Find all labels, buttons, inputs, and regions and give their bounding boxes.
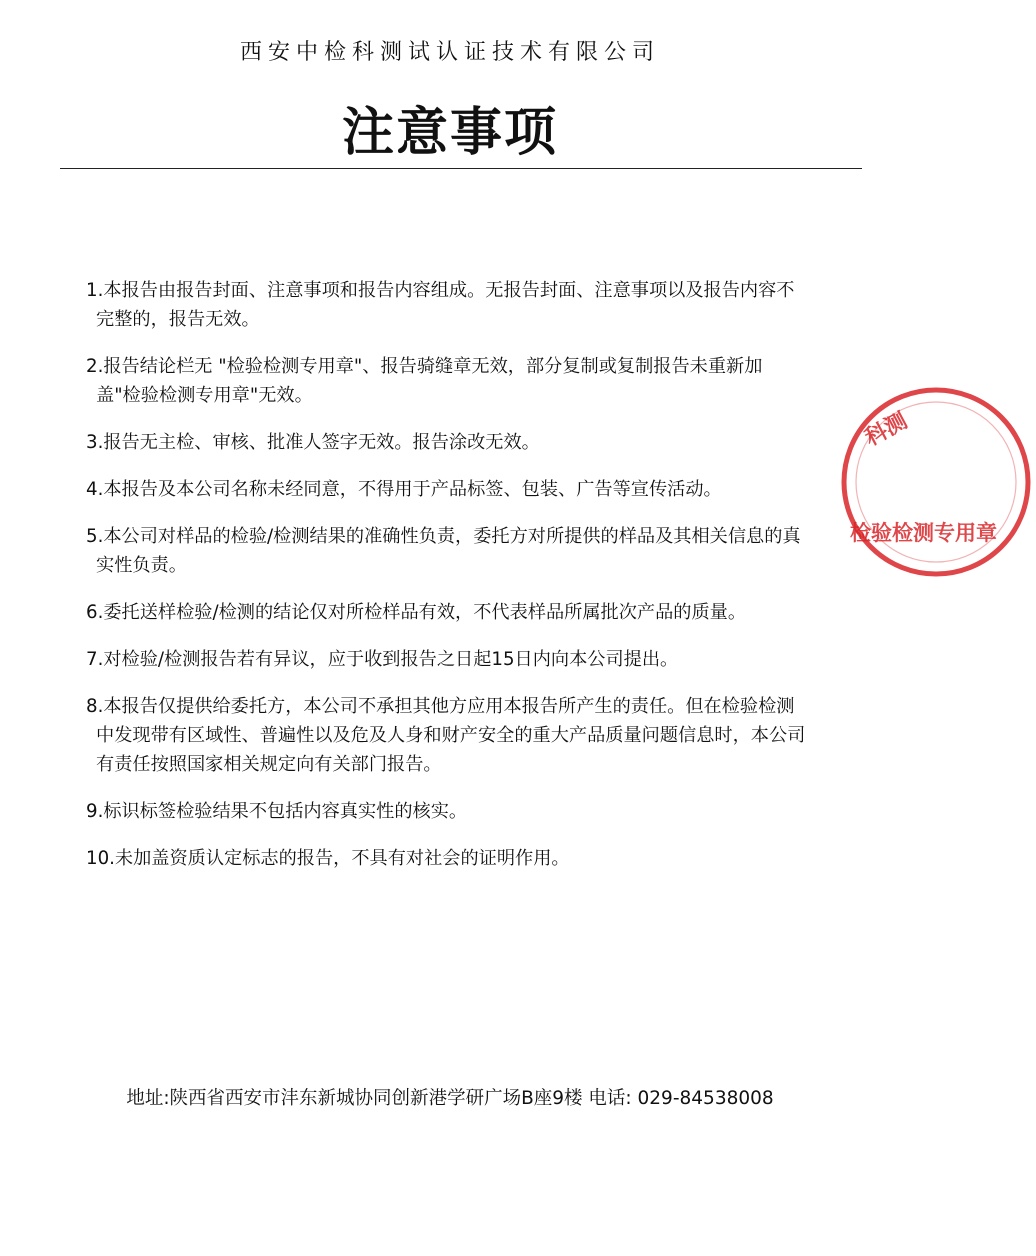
- notice-item: 10.未加盖资质认定标志的报告，不具有对社会的证明作用。: [86, 848, 570, 869]
- notice-item: 2.报告结论栏无 "检验检测专用章"、报告骑缝章无效，部分复制或复制报告未重新加盖"检验检测专用章"无效。: [86, 356, 763, 406]
- company-name: 西安中检科测试认证技术有限公司: [239, 40, 660, 65]
- title-divider: [60, 168, 862, 169]
- stamp-bottom-text: 检验检测专用章: [850, 521, 997, 545]
- notice-item: 6.委托送样检验/检测的结论仅对所检样品有效，不代表样品所属批次产品的质量。: [86, 602, 747, 623]
- notice-item: 5.本公司对样品的检验/检测结果的准确性负责，委托方对所提供的样品及其相关信息的真实性负责。: [86, 526, 801, 576]
- notice-list: [86, 276, 806, 873]
- notice-item: 9.标识标签检验结果不包括内容真实性的核实。: [86, 801, 468, 822]
- notice-item: 3.报告无主检、审核、批准人签字无效。报告涂改无效。: [86, 432, 540, 453]
- notice-item: 7.对检验/检测报告若有异议，应于收到报告之日起15日内向本公司提出。: [86, 649, 679, 670]
- notice-item: 8.本报告仅提供给委托方，本公司不承担其他方应用本报告所产生的责任。但在检验检测中发现带有区域性、普遍性以及危及人身和财产安全的重大产品质量问题信息时，本公司有责任按照国家相关规定向有关部门报告。: [86, 696, 806, 775]
- official-seal-stamp: [836, 382, 1036, 582]
- footer-address: 地址:陕西省西安市沣东新城协同创新港学研广场B座9楼 电话: 029-84538008: [126, 1088, 774, 1109]
- page-title: 注意事项: [341, 103, 558, 163]
- notice-item: 4.本报告及本公司名称未经同意，不得用于产品标签、包装、广告等宣传活动。: [86, 479, 722, 500]
- stamp-top-text: 科测: [861, 408, 912, 452]
- notice-item: 1.本报告由报告封面、注意事项和报告内容组成。无报告封面、注意事项以及报告内容不完整的，报告无效。: [86, 280, 795, 330]
